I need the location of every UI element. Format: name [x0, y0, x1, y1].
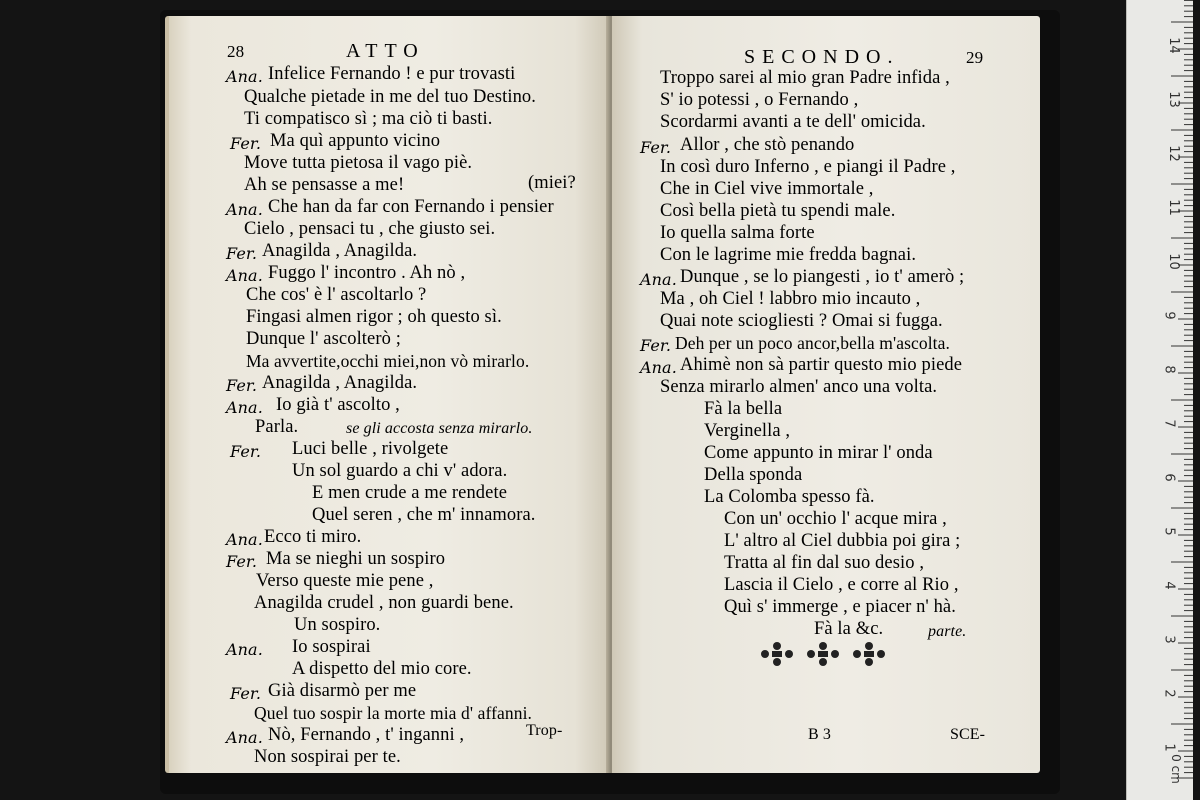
verse-line: Scordarmi avanti a te dell' omicida. [660, 112, 926, 132]
verse-line: Ahimè non sà partir questo mio piede [680, 355, 963, 375]
verse-line: Ti compatisco sì ; ma ciò ti basti. [244, 109, 493, 129]
ruler-number: 5 [1161, 527, 1177, 536]
verse-line: L' altro al Ciel dubbia poi gira ; [724, 531, 961, 551]
verse-line: Quel tuo sospir la morte mia d' affanni. [254, 703, 533, 723]
verse-line: Parla. [255, 417, 299, 437]
verse-line: Verginella , [704, 421, 791, 441]
catchword-left: Trop- [526, 722, 563, 739]
ruler-number: 11 [1165, 199, 1181, 216]
verse-line: Come appunto in mirar l' onda [704, 443, 933, 463]
signature-mark: B 3 [808, 726, 831, 743]
verse-line: Lascia il Cielo , e corre al Rio , [724, 575, 959, 595]
speaker-label: Ana. [226, 728, 263, 747]
verse-line: Deh per un poco ancor,bella m'ascolta. [675, 333, 950, 353]
verse-line: S' io potessi , o Fernando , [660, 90, 859, 110]
verse-line: Troppo sarei al mio gran Padre infida , [660, 68, 950, 88]
verse-line: Ma quì appunto vicino [270, 131, 441, 151]
verse-line: Che han da far con Fernando i pensier [268, 197, 554, 217]
verse-line: Io già t' ascolto , [276, 395, 400, 415]
verse-line: Ma , oh Ciel ! labbro mio incauto , [660, 289, 921, 309]
verse-line: Move tutta pietosa il vago piè. [244, 153, 473, 173]
verse-line: Luci belle , rivolgete [292, 439, 449, 459]
verse-line: Dunque l' ascolterò ; [246, 329, 401, 349]
ruler-number: 7 [1161, 419, 1177, 428]
speaker-label: Fer. [230, 442, 262, 461]
ruler-number: 12 [1165, 145, 1181, 162]
ruler-number: 9 [1161, 311, 1177, 320]
measuring-ruler [1126, 0, 1193, 800]
ruler-number: 14 [1165, 37, 1181, 54]
ruler-number: 10 [1165, 253, 1181, 270]
fleuron-icon [807, 642, 839, 666]
ruler-number: 1 [1161, 743, 1177, 752]
verse-line: Anagilda , Anagilda. [262, 373, 418, 393]
verse-line: Della sponda [704, 465, 803, 485]
verse-line: Un sospiro. [294, 615, 381, 635]
verse-line: Che in Ciel vive immortale , [660, 179, 874, 199]
ruler-number: 2 [1161, 689, 1177, 698]
verse-line: Così bella pietà tu spendi male. [660, 201, 896, 221]
verse-line: Con le lagrime mie fredda bagnai. [660, 245, 917, 265]
verse-line: Che cos' è l' ascoltarlo ? [246, 285, 427, 305]
fleuron-icon [853, 642, 885, 666]
verse-line: Fà la bella [704, 399, 783, 419]
verse-line: A dispetto del mio core. [292, 659, 472, 679]
speaker-label: Fer. [226, 376, 258, 395]
verse-line: Anagilda crudel , non guardi bene. [254, 593, 514, 613]
verse-line: Fà la &c. [814, 619, 884, 639]
fleuron-icon [761, 642, 793, 666]
speaker-label: Ana. [226, 266, 263, 285]
page-number-right: 29 [966, 48, 984, 67]
speaker-label: Fer. [640, 336, 672, 355]
verse-line: Ma avvertite,occhi miei,non vò mirarlo. [246, 351, 530, 371]
speaker-label: Fer. [640, 138, 672, 157]
printers-ornament [755, 636, 895, 672]
speaker-label: Ana. [226, 398, 263, 417]
verse-line: E men crude a me rendete [312, 483, 508, 503]
speaker-label: Ana. [226, 67, 263, 86]
speaker-label: Ana. [640, 358, 677, 377]
verse-line: Un sol guardo a chi v' adora. [292, 461, 508, 481]
speaker-label: Ana. [226, 200, 263, 219]
ruler-unit: 0 cm [1168, 754, 1183, 784]
verse-line: Senza mirarlo almen' anco una volta. [660, 377, 938, 397]
ruler-ticks [1127, 0, 1193, 800]
verse-line: Verso queste mie pene , [256, 571, 434, 591]
speaker-label: Fer. [226, 244, 258, 263]
verse-line: Qualche pietade in me del tuo Destino. [244, 87, 537, 107]
ruler-number: 13 [1165, 91, 1181, 108]
verse-line: Già disarmò per me [268, 681, 417, 701]
running-head-left: ATTO [346, 40, 425, 62]
ruler-number: 8 [1161, 365, 1177, 374]
stage-direction: se gli accosta senza mirarlo. [346, 420, 533, 437]
verse-line: Ma se nieghi un sospiro [266, 549, 446, 569]
verse-line: Quel seren , che m' innamora. [312, 505, 536, 525]
catchword-right: SCE- [950, 726, 986, 743]
verse-line: Con un' occhio l' acque mira , [724, 509, 947, 529]
verse-line: Fingasi almen rigor ; oh questo sì. [246, 307, 502, 327]
ruler-number: 3 [1161, 635, 1177, 644]
page-number-left: 28 [227, 42, 245, 61]
speaker-label: Ana. [226, 530, 263, 549]
verse-line: Dunque , se lo piangesti , io t' amerò ; [680, 267, 965, 287]
speaker-label: Ana. [640, 270, 677, 289]
verse-line: Ecco ti miro. [264, 527, 362, 547]
stage-direction: parte. [928, 623, 967, 640]
verse-line: Non sospirai per te. [254, 747, 401, 767]
verse-line: Fuggo l' incontro . Ah nò , [268, 263, 466, 283]
ruler-number: 6 [1161, 473, 1177, 482]
verse-line: Nò, Fernando , t' inganni , [268, 725, 465, 745]
verse-line: Io quella salma forte [660, 223, 815, 243]
verse-line: (miei? [528, 173, 576, 193]
verse-line: In così duro Inferno , e piangi il Padre , [660, 157, 956, 177]
speaker-label: Fer. [230, 684, 262, 703]
verse-line: Infelice Fernando ! e pur trovasti [268, 64, 516, 84]
verse-line: Tratta al fin dal suo desio , [724, 553, 925, 573]
speaker-label: Ana. [226, 640, 263, 659]
verse-line: Ah se pensasse a me! [244, 175, 405, 195]
verse-line: Anagilda , Anagilda. [262, 241, 418, 261]
speaker-label: Fer. [230, 134, 262, 153]
verse-line: La Colomba spesso fà. [704, 487, 875, 507]
ruler-number: 4 [1161, 581, 1177, 590]
verse-line: Io sospirai [292, 637, 371, 657]
verse-line: Quai note sciogliesti ? Omai si fugga. [660, 311, 943, 331]
verse-line: Quì s' immerge , e piacer n' hà. [724, 597, 956, 617]
speaker-label: Fer. [226, 552, 258, 571]
verse-line: Allor , che stò penando [680, 135, 855, 155]
verse-line: Cielo , pensaci tu , che giusto sei. [244, 219, 496, 239]
running-head-right: SECONDO. [744, 46, 900, 68]
